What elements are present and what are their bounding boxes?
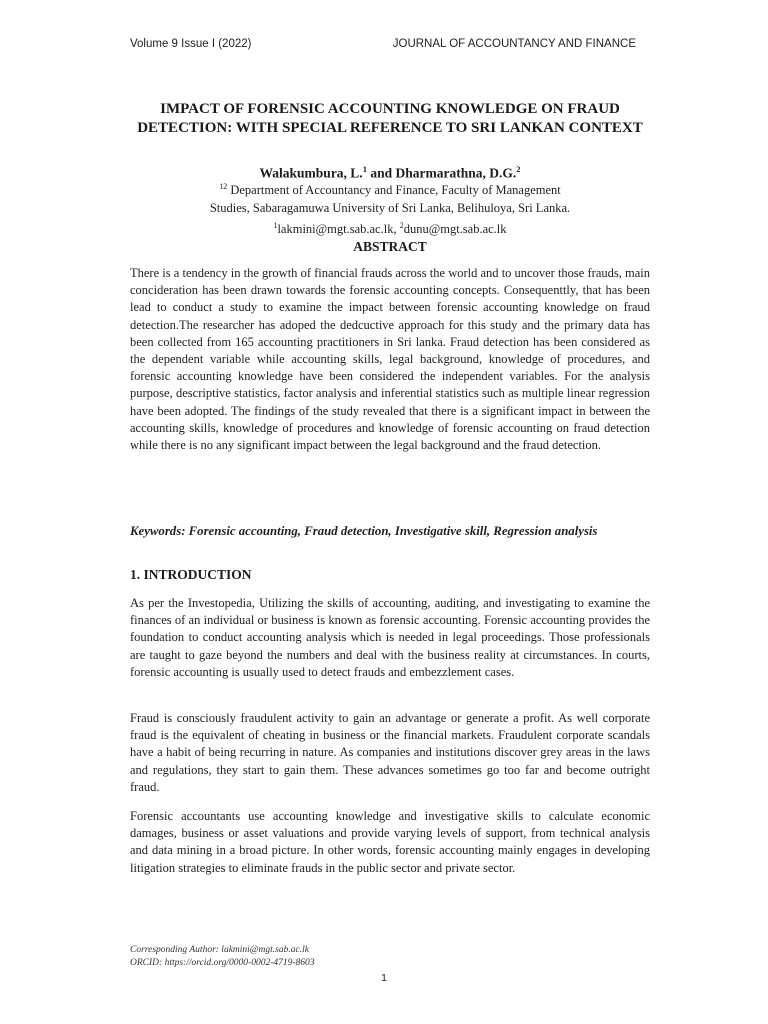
introduction-paragraph-1: As per the Investopedia, Utilizing the skills of accounting, auditing, and investigating to examine the finances of an individual or business is known as forensic accounting. Forensic accounting provides the foundation to conduct accounting analysis which is needed in legal proceedings. Those professionals are taught to gaze beyond the numbers and deal with the business reality at circumstances. In courts, forensic accounting is usually used to detect frauds and embezzlement cases. (130, 596, 650, 679)
email-2: dunu@mgt.sab.ac.lk (403, 222, 507, 237)
author-1-sup: 1 (362, 164, 367, 174)
keywords: Keywords: Forensic accounting, Fraud detection, Investigative skill, Regression analysis (130, 524, 598, 538)
email-1-sup: 1 (273, 221, 278, 231)
email-2-sup: 2 (399, 221, 404, 231)
email-line (130, 217, 650, 238)
affiliation-line-2: Studies, Sabaragamuwa University of Sri Lanka, Belihuloya, Sri Lanka. (209, 201, 571, 216)
affiliation-line-1 (130, 178, 650, 199)
page-number: 1 (381, 972, 387, 984)
affiliation-text-1: Department of Accountancy and Finance, Faculty of Management (227, 183, 561, 198)
author-1-name: Walakumbura, L. (259, 165, 363, 181)
introduction-paragraph-2: Fraud is consciously fraudulent activity to gain an advantage or generate a profit. As well corporate fraud is the equivalent of cheating in business or the financial markets. Fraudulent corporate scandals have a habit of being recurring in nature. As companies and institutions discover grey areas in the laws and regulations, they start to gain them. These advances sometimes go too far and become outright fraud. (130, 711, 650, 794)
corresponding-author: Corresponding Author: lakmini@mgt.sab.ac.lk (130, 945, 309, 955)
footnote (130, 944, 650, 970)
paper-title: IMPACT OF FORENSIC ACCOUNTING KNOWLEDGE ON FRAUD DETECTION: WITH SPECIAL REFERENCE TO SRI LANKAN CONTEXT (137, 101, 643, 136)
author-2-name: Dharmarathna, D.G. (395, 165, 517, 181)
email-1: lakmini@mgt.sab.ac.lk, (277, 222, 400, 237)
volume-issue: Volume 9 Issue I (2022) (130, 38, 252, 50)
abstract-text: There is a tendency in the growth of financial frauds across the world and to uncover those frauds, main concideration has been drawn towards the forensic accounting concepts. Consequenttly, that has been lead to conduct a study to examine the impact between forensic accounting knowledge on fraud detection.The researcher has adoped the dedcuctive approach for this study and the primary data has been collected from 165 accounting practitioners in Sri lanka. Fraud detection has been considered as the dependent variable while accounting skills, legal background, knowledge of procedures, and forensic accounting knowledge have been considered the independent variables. For the analysis purpose, descriptive statistics, factor analysis and inferential statistics such as multiple linear regression have been adopted. The findings of the study revealed that there is a significant impact in between the accounting skills, knowledge of procedures and knowledge of forensic accounting on fraud detection while there is no any significant impact between the legal background and the fraud detection. (130, 266, 650, 453)
affiliation-block (130, 178, 650, 238)
affiliation-sup: 12 (219, 182, 228, 191)
journal-name: JOURNAL OF ACCOUNTANCY AND FINANCE (392, 38, 636, 50)
author-2-sup: 2 (516, 164, 521, 174)
introduction-paragraph-3: Forensic accountants use accounting knowledge and investigative skills to calculate economic damages, business or asset valuations and provide varying levels of support, from technical analysis and data mining in a broad picture. In other words, forensic accounting mainly engages in developing litigation strategies to eliminate frauds in the public sector and private sector. (130, 809, 650, 875)
running-header (130, 38, 636, 54)
introduction-heading: 1. INTRODUCTION (130, 567, 252, 582)
author-separator: and (366, 165, 396, 181)
abstract-heading: ABSTRACT (353, 239, 427, 254)
orcid: ORCID: https://orcid.org/0000-0002-4719-8603 (130, 958, 315, 968)
